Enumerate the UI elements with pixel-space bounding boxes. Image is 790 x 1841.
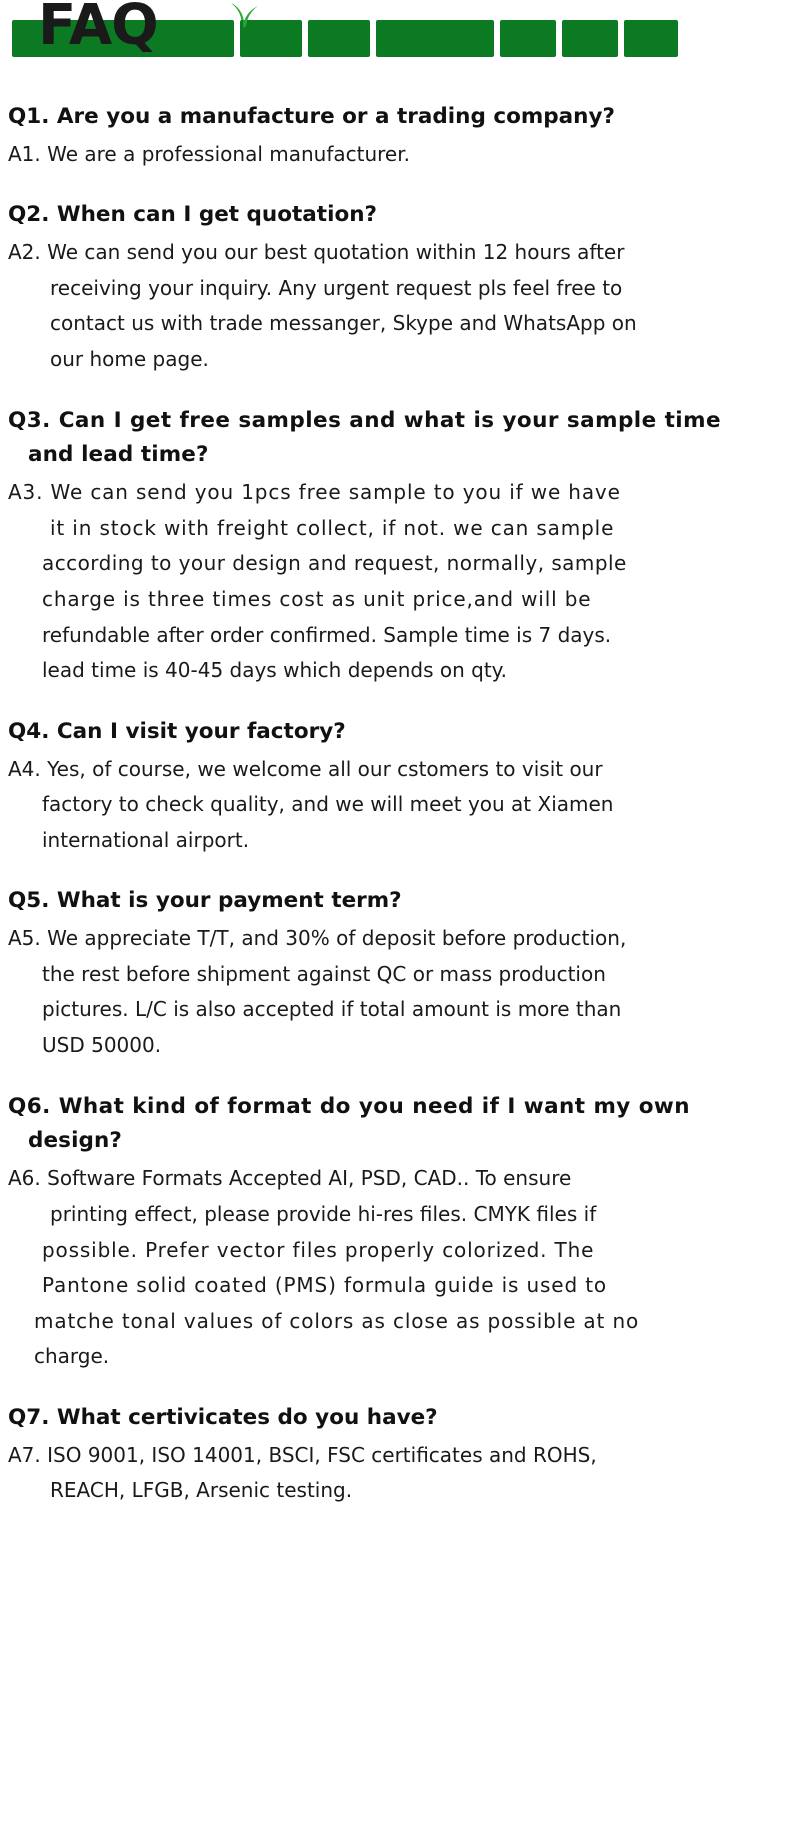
faq-question bbox=[8, 715, 782, 750]
faq-answer bbox=[8, 137, 782, 173]
faq-answer bbox=[8, 1438, 782, 1509]
leaf-icon bbox=[222, 0, 262, 30]
faq-answer-line: matche tonal values of colors as close as possible at no bbox=[34, 1308, 640, 1333]
page-title: FAQ bbox=[38, 0, 158, 58]
faq-question bbox=[8, 884, 782, 919]
faq-question-line: Q2. When can I get quotation? bbox=[8, 202, 377, 228]
faq-answer-line: printing effect, please provide hi-res files. CMYK files if bbox=[50, 1201, 597, 1226]
faq-question-line: Q1. Are you a manufacture or a trading company? bbox=[8, 104, 615, 129]
faq-question-line: and lead time? bbox=[28, 442, 209, 468]
faq-list bbox=[0, 72, 790, 1545]
faq-answer bbox=[8, 752, 782, 859]
faq-answer-line: factory to check quality, and we will meet you at Xiamen bbox=[42, 792, 614, 817]
faq-answer-line: USD 50000. bbox=[42, 1033, 162, 1058]
faq-answer bbox=[8, 475, 782, 689]
faq-answer-line: A6. Software Formats Accepted AI, PSD, CAD.. To ensure bbox=[8, 1166, 572, 1191]
faq-question bbox=[8, 404, 782, 474]
faq-question-line: Q5. What is your payment term? bbox=[8, 888, 402, 914]
faq-item bbox=[8, 715, 782, 859]
faq-answer-line: pictures. L/C is also accepted if total amount is more than bbox=[42, 997, 622, 1022]
faq-answer-line: A5. We appreciate T/T, and 30% of deposit before production, bbox=[8, 926, 627, 951]
faq-answer-line: A3. We can send you 1pcs free sample to you if we have bbox=[8, 480, 621, 505]
faq-item bbox=[8, 100, 782, 172]
faq-item bbox=[8, 198, 782, 377]
faq-question bbox=[8, 1401, 782, 1436]
faq-answer-line: possible. Prefer vector files properly colorized. The bbox=[42, 1237, 595, 1262]
page-header bbox=[0, 0, 790, 72]
faq-item bbox=[8, 884, 782, 1063]
faq-question bbox=[8, 100, 782, 135]
faq-answer-line: contact us with trade messanger, Skype and WhatsApp on bbox=[50, 311, 637, 336]
faq-question-line: Q4. Can I visit your factory? bbox=[8, 718, 346, 744]
faq-item bbox=[8, 404, 782, 689]
faq-answer-line: according to your design and request, normally, sample bbox=[42, 551, 627, 576]
faq-answer-line: charge. bbox=[34, 1344, 110, 1369]
faq-answer bbox=[8, 235, 782, 377]
faq-answer-line: lead time is 40-45 days which depends on qty. bbox=[42, 658, 507, 683]
faq-answer-line: A4. Yes, of course, we welcome all our cstomers to visit our bbox=[8, 756, 603, 781]
faq-question bbox=[8, 198, 782, 233]
faq-answer-line: A1. We are a professional manufacturer. bbox=[8, 141, 410, 166]
faq-question-line: Q6. What kind of format do you need if I want my own bbox=[8, 1093, 690, 1119]
faq-answer-line: the rest before shipment against QC or mass production bbox=[42, 961, 606, 986]
faq-answer-line: it in stock with freight collect, if not. we can sample bbox=[50, 515, 615, 540]
faq-answer-line: charge is three times cost as unit price,and will be bbox=[42, 587, 592, 612]
faq-answer-line: international airport. bbox=[42, 827, 250, 852]
faq-answer bbox=[8, 921, 782, 1063]
faq-answer-line: refundable after order confirmed. Sample time is 7 days. bbox=[42, 622, 612, 647]
faq-question-line: design? bbox=[28, 1128, 123, 1154]
faq-question-line: Q7. What certivicates do you have? bbox=[8, 1404, 438, 1430]
faq-answer-line: A2. We can send you our best quotation within 12 hours after bbox=[8, 240, 625, 265]
faq-question-line: Q3. Can I get free samples and what is your sample time bbox=[8, 407, 722, 433]
faq-answer-line: receiving your inquiry. Any urgent request pls feel free to bbox=[50, 275, 623, 300]
faq-answer bbox=[8, 1161, 782, 1375]
faq-question bbox=[8, 1090, 782, 1160]
faq-answer-line: Pantone solid coated (PMS) formula guide is used to bbox=[42, 1273, 607, 1298]
faq-answer-line: A7. ISO 9001, ISO 14001, BSCI, FSC certificates and ROHS, bbox=[8, 1442, 597, 1467]
faq-answer-line: REACH, LFGB, Arsenic testing. bbox=[50, 1478, 353, 1503]
faq-item bbox=[8, 1401, 782, 1509]
faq-item bbox=[8, 1090, 782, 1375]
faq-answer-line: our home page. bbox=[50, 347, 209, 372]
